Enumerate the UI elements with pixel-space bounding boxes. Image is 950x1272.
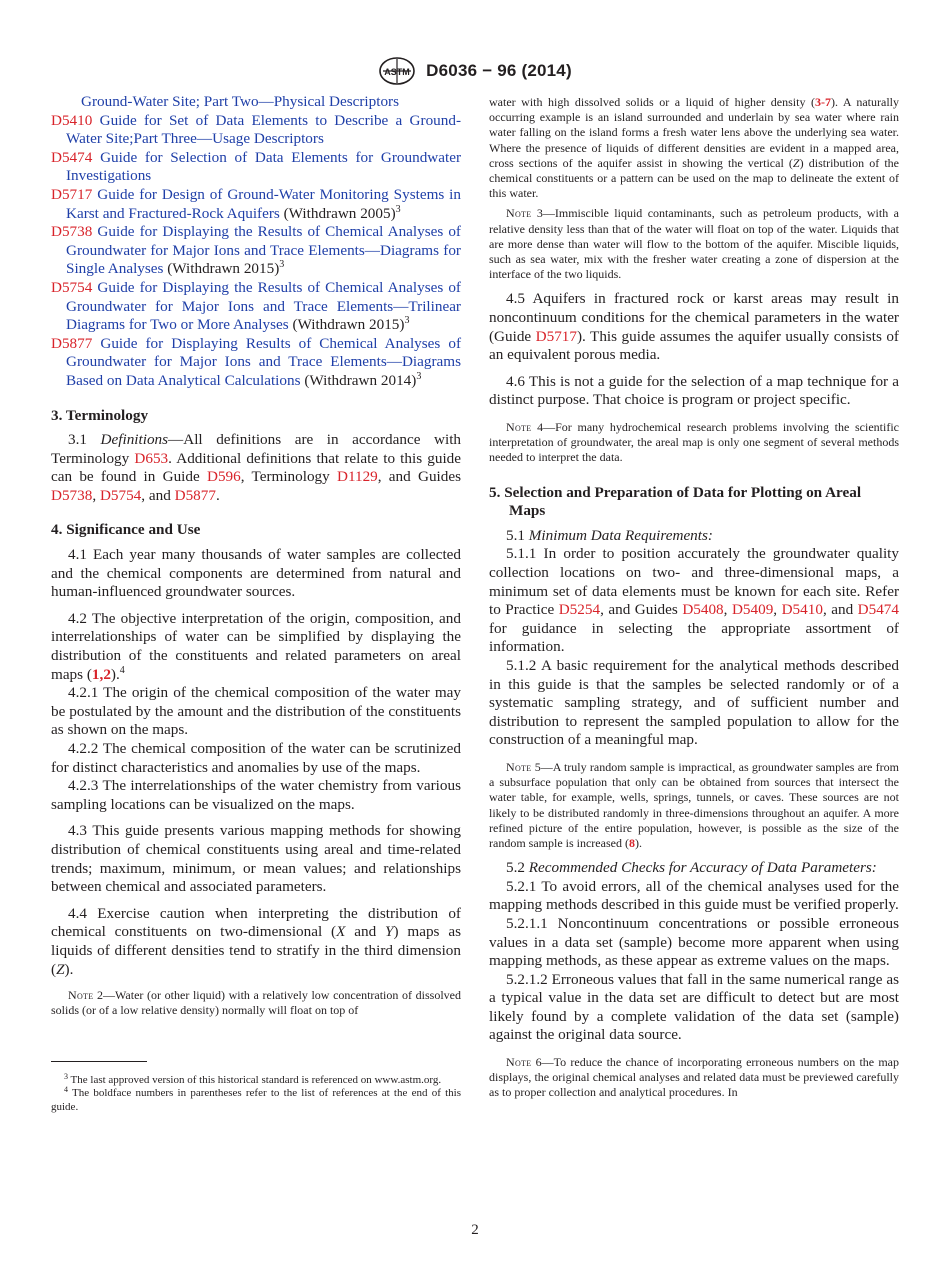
reference-code[interactable]: D5474: [51, 148, 93, 166]
standard-link[interactable]: D5410: [781, 601, 823, 619]
footnote-4: $^4$ The boldface numbers in parentheses refer to the list of references at the end of this guide.: [51, 1085, 461, 1113]
paragraph-5-1: 5.1 Minimum Data Requirements:: [506, 526, 713, 544]
reference-item: [51, 112, 461, 149]
citation-link[interactable]: 1,2: [91, 665, 111, 683]
reference-title[interactable]: Ground-Water Site; Part Two—Physical Descriptors: [81, 93, 400, 110]
paragraph-4-2-1: 4.2.1 The origin of the chemical composition of the water may be postulated by the amount and the distribution of the constituents as shown on the maps.: [51, 684, 461, 739]
reference-code[interactable]: D5410: [51, 111, 93, 129]
astm-logo-icon: [378, 56, 416, 86]
citation-link[interactable]: 8: [628, 835, 635, 850]
section-heading: 4. Significance and Use: [51, 521, 201, 539]
note-4: Note 4—For many hydrochemical research problems involving the scientific interpretation of groundwater, the areal map is only one segment of several methods needed to interpret the data.: [489, 420, 899, 465]
reference-status: (Withdrawn 2015): [163, 260, 280, 278]
paragraph-4-2-2: 4.2.2 The chemical composition of the water can be scrutinized for distinct characteristics and anomalies by use of the maps.: [51, 740, 461, 776]
standard-link[interactable]: D5877: [174, 486, 216, 504]
reference-title[interactable]: Guide for Displaying the Results of Chemical Analyses of Groundwater for Major Ions and Trace Elements—Trilinear Diagrams for Two or More Analyses: [66, 278, 461, 334]
note-3: Note 3—Immiscible liquid contaminants, such as petroleum products, with a relative density less than that of the water will float on top of the water. Liquids that are more dense than water will flow to the bottom of the aquifer. Miscible liquids, such as sea water, mix with the fresher water creating a zone of dispersion at the interface of the two liquids.: [489, 206, 899, 282]
note-5: Note 5—A truly random sample is impractical, as groundwater samples are from a subsurface population that only can be obtained from sources that intersect the water table, for example, wells, springs, tunnels, or caves. These sources are not likely to be distributed randomly in three-dimensions throughout an aquifer. A more refined picture of the entire population, however, is possible as the size of the random sample is increased (8).: [489, 759, 899, 850]
logo-text: ASTM: [384, 67, 410, 77]
reference-code[interactable]: D5877: [51, 334, 93, 352]
paragraph-4-2: 4.2 The objective interpretation of the origin, composition, and interrelationships of water can be simplified by displaying the distribution of the constituents and related parameters on areal maps (1,2).$^4$: [51, 609, 461, 683]
paragraph-4-2-3: 4.2.3 The interrelationships of the water chemistry from various sampling locations can be visualized on the maps.: [51, 777, 461, 813]
reference-code[interactable]: D5717: [51, 185, 93, 203]
footnote-marker: 3: [416, 370, 422, 382]
paragraph-5-2-1: 5.2.1 To avoid errors, all of the chemical analyses used for the mapping methods described in this guide must be verified properly.: [489, 877, 899, 914]
reference-code[interactable]: D5754: [51, 278, 93, 296]
reference-title[interactable]: Guide for Displaying Results of Chemical Analyses of Groundwater for Major Ions and Trace Elements—Diagrams Based on Data Analytical Calculations: [66, 334, 461, 389]
document-designation: D6036 − 96 (2014): [426, 61, 572, 80]
paragraph-4-5: 4.5 Aquifers in fractured rock or karst areas may result in noncontinuum conditions for the chemical parameters in the water (Guide D5717). This guide assumes the aquifer usually consists of an equivalent porous media.: [489, 290, 899, 364]
citation-link[interactable]: 3-7: [814, 95, 831, 109]
paragraph-5-2-1-1: 5.2.1.1 Noncontinuum concentrations or possible erroneous values in a data set (sample) become more apparent when using mapping methods, as these appear as extreme values on the maps.: [489, 914, 899, 970]
footnote-marker: 3: [395, 203, 401, 215]
right-column: [489, 95, 899, 1101]
footnote-marker: 4: [119, 664, 125, 676]
reference-item: [51, 279, 461, 335]
paragraph-5-2-1-2: 5.2.1.2 Erroneous values that fall in the same numerical range as a typical value in the data set are difficult to detect but are most likely found by a complete validation of the data set (sample) against the original data source.: [489, 970, 899, 1044]
reference-title[interactable]: Guide for Set of Data Elements to Describe a Ground-Water Site;Part Three—Usage Descriptors: [66, 111, 461, 148]
standard-link[interactable]: D5717: [535, 327, 577, 345]
paragraph-3-1: 3.1 Definitions—All definitions are in accordance with Terminology D653. Additional definitions that relate to this guide can be found in Guide D596, Terminology D1129, and Guides D5738, D5754, and D5877.: [51, 431, 462, 504]
page-number: 2: [471, 1222, 479, 1238]
footnote-divider: [51, 1061, 147, 1062]
paragraph-5-1-1: 5.1.1 In order to position accurately the groundwater quality collection locations on two- and three-dimensional maps, a minimum set of data elements must be known for each site. Refer to Practice D5254, and Guides D5408, D5409, D5410, and D5474 for guidance in selecting the appropriate assortment of information.: [489, 545, 899, 656]
reference-item: [51, 149, 461, 186]
footnote-3: $^3$ The last approved version of this historical standard is referenced on www.astm.org.: [64, 1071, 442, 1086]
section-heading: 3. Terminology: [51, 406, 149, 424]
standard-link[interactable]: D5254: [558, 601, 601, 619]
standard-link[interactable]: D1129: [336, 468, 378, 486]
page-header: [0, 56, 950, 86]
reference-continuation: [51, 93, 461, 112]
note-6: Note 6—To reduce the chance of incorporating erroneous numbers on the map displays, the original chemical analyses and related data must be previewed carefully as to proper collection and analytical procedures. In: [489, 1055, 899, 1100]
reference-title[interactable]: Guide for Displaying the Results of Chemical Analyses of Groundwater for Major Ions and Trace Elements—Diagrams for Single Analyses: [66, 223, 461, 278]
paragraph-4-3: 4.3 This guide presents various mapping methods for showing distribution of chemical constituents using areal and time-related trends; maximum, minimum, or mean values; and relationships between chemical and associated parameters.: [51, 822, 461, 896]
reference-item: [51, 186, 461, 223]
reference-item: [51, 223, 461, 279]
note-2: Note 2—Water (or other liquid) with a relatively low concentration of dissolved solids (or of a low relative density) normally will float on top of: [51, 988, 461, 1018]
reference-status: (Withdrawn 2015): [288, 316, 405, 334]
standard-link[interactable]: D5408: [682, 601, 724, 619]
paragraph-4-4: 4.4 Exercise caution when interpreting the distribution of chemical constituents on two-dimensional (X and Y) maps as liquids of different densities tend to stratify in the third dimension (Z).: [51, 904, 461, 978]
reference-title[interactable]: Guide for Design of Ground-Water Monitoring Systems in Karst and Fractured-Rock Aquifers: [66, 185, 461, 222]
reference-title[interactable]: Guide for Selection of Data Elements for Groundwater Investigations: [66, 148, 462, 185]
paragraph-4-6: 4.6 This is not a guide for the selection of a map technique for a distinct purpose. That choice is program or project specific.: [489, 372, 899, 409]
footnote-marker: 3: [279, 259, 285, 271]
standard-link[interactable]: D596: [206, 468, 241, 486]
standard-link[interactable]: D5474: [857, 601, 899, 619]
standard-link[interactable]: D5738: [51, 486, 93, 504]
paragraph-4-1: 4.1 Each year many thousands of water samples are collected and the chemical components are determined from natural and human-influenced groundwater sources.: [51, 546, 461, 601]
section-heading: 5. Selection and Preparation of Data for Plotting on Areal Maps: [489, 483, 862, 520]
standard-link[interactable]: D653: [134, 449, 169, 467]
standard-link[interactable]: D5754: [99, 486, 142, 504]
reference-status: (Withdrawn 2014): [300, 371, 417, 389]
left-column: [51, 93, 461, 1114]
standard-link[interactable]: D5409: [731, 601, 774, 619]
reference-status: (Withdrawn 2005): [279, 204, 396, 222]
paragraph-5-2: 5.2 Recommended Checks for Accuracy of Data Parameters:: [506, 859, 877, 877]
note-2-continuation: water with high dissolved solids or a liquid of higher density (3-7). A naturally occurring example is an island surrounded and underlain by sea water where rain water falling on the island forms a fresh water lens above the underlying sea water. Where the presence of liquids of different densities are evident in a mapped area, cross sections of the aquifer assist in showing the vertical (Z) distribution of the chemical constituents or a pattern can be used on the map to delineate the extent of this water.: [489, 95, 899, 201]
reference-code[interactable]: D5738: [51, 223, 93, 241]
footnote-marker: 3: [404, 315, 410, 327]
paragraph-5-1-2: 5.1.2 A basic requirement for the analytical methods described in this guide is that the samples be selected randomly or of a systematic sampling strategy, and of sufficient number and distribution to represent the sampled population to allow for the construction of a meaningful map.: [489, 656, 899, 749]
reference-item: [51, 335, 461, 391]
